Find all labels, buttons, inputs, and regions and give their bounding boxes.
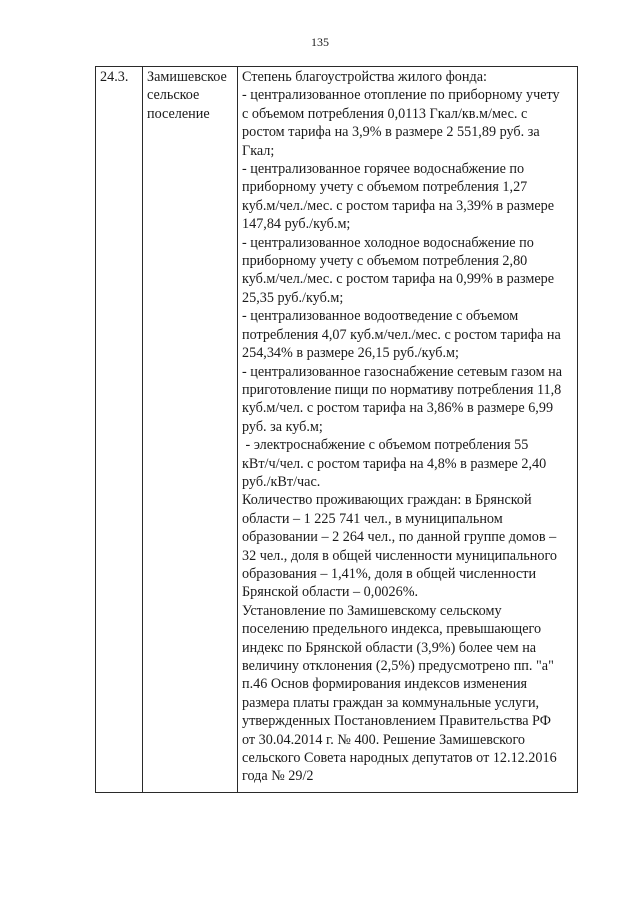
description-line: приборному учету с объемом потребления 2,80 xyxy=(242,253,528,270)
description-line: 25,35 руб./куб.м; xyxy=(242,289,344,306)
description-line: 32 чел., доля в общей численности муниципального xyxy=(242,547,558,564)
description-line: 147,84 руб./куб.м; xyxy=(242,216,351,233)
description-line: приборному учету с объемом потребления 1,27 xyxy=(242,179,528,196)
description-line: образовании – 2 264 чел., по данной группе домов – xyxy=(242,529,557,546)
row-number: 24.3. xyxy=(100,69,129,85)
description-line: куб.м/чел. с ростом тарифа на 3,86% в размере 6,99 xyxy=(242,400,554,417)
description-line: года № 29/2 xyxy=(242,768,314,785)
description-line: 254,34% в размере 26,15 руб./куб.м; xyxy=(242,345,459,362)
description-line: п.46 Основ формирования индексов изменения xyxy=(242,676,528,693)
description-line: руб. за куб.м; xyxy=(242,418,323,435)
table-row xyxy=(96,67,578,793)
description-line: размера платы граждан за коммунальные услуги, xyxy=(242,694,540,711)
description-line: кВт/ч/чел. с ростом тарифа на 4,8% в размере 2,40 xyxy=(242,455,547,472)
settlement-cell xyxy=(143,67,238,793)
description-line: - централизованное горячее водоснабжение по xyxy=(242,161,525,178)
description-line: с объемом потребления 0,0113 Гкал/кв.м/мес. с xyxy=(242,105,528,122)
description-line: величину отклонения (2,5%) предусмотрено пп. "а" xyxy=(242,658,554,674)
description-cell xyxy=(238,67,578,793)
settlement-line: Замишевское xyxy=(147,69,227,85)
description-line: куб.м/чел./мес. с ростом тарифа на 3,39% в размере xyxy=(242,197,555,214)
description-line: потребления 4,07 куб.м/чел./мес. с ростом тарифа на xyxy=(242,326,561,343)
description-line: - централизованное водоотведение с объемом xyxy=(242,308,519,325)
description-line: Установление по Замишевскому сельскому xyxy=(242,602,502,619)
description-line: сельского Совета народных депутатов от 12.12.2016 xyxy=(242,750,557,767)
description-line: руб./кВт/час. xyxy=(242,473,321,490)
document-table xyxy=(95,66,578,793)
description-line: поселению предельного индекса, превышающего xyxy=(242,621,542,638)
description-line: образования – 1,41%, доля в общей численности xyxy=(242,565,537,582)
description-line: от 30.04.2014 г. № 400. Решение Замишевского xyxy=(242,731,525,748)
description-line: приготовление пищи по нормативу потребления 11,8 xyxy=(242,381,562,398)
description-line: ростом тарифа на 3,9% в размере 2 551,89 руб. за xyxy=(242,124,540,141)
description-line: индекс по Брянской области (3,9%) более чем на xyxy=(242,639,537,656)
description-line: - централизованное отопление по приборному учету xyxy=(242,87,560,104)
row-number-cell xyxy=(96,67,143,793)
description-line: утвержденных Постановлением Правительства РФ xyxy=(242,713,551,730)
description-line: - электроснабжение с объемом потребления 55 xyxy=(242,437,529,454)
settlement-line: поселение xyxy=(147,105,210,122)
description-line: Степень благоустройства жилого фонда: xyxy=(242,69,487,85)
description-line: Гкал; xyxy=(242,142,275,159)
description-line: - централизованное холодное водоснабжение по xyxy=(242,234,534,251)
description-line: куб.м/чел./мес. с ростом тарифа на 0,99% в размере xyxy=(242,271,555,288)
description-line: - централизованное газоснабжение сетевым газом на xyxy=(242,363,563,380)
settlement-line: сельское xyxy=(147,87,200,104)
description-line: Количество проживающих граждан: в Брянской xyxy=(242,492,532,509)
page-number: 135 xyxy=(311,35,329,49)
description-line: Брянской области – 0,0026%. xyxy=(242,584,419,601)
description-line: области – 1 225 741 чел., в муниципальном xyxy=(242,510,503,527)
